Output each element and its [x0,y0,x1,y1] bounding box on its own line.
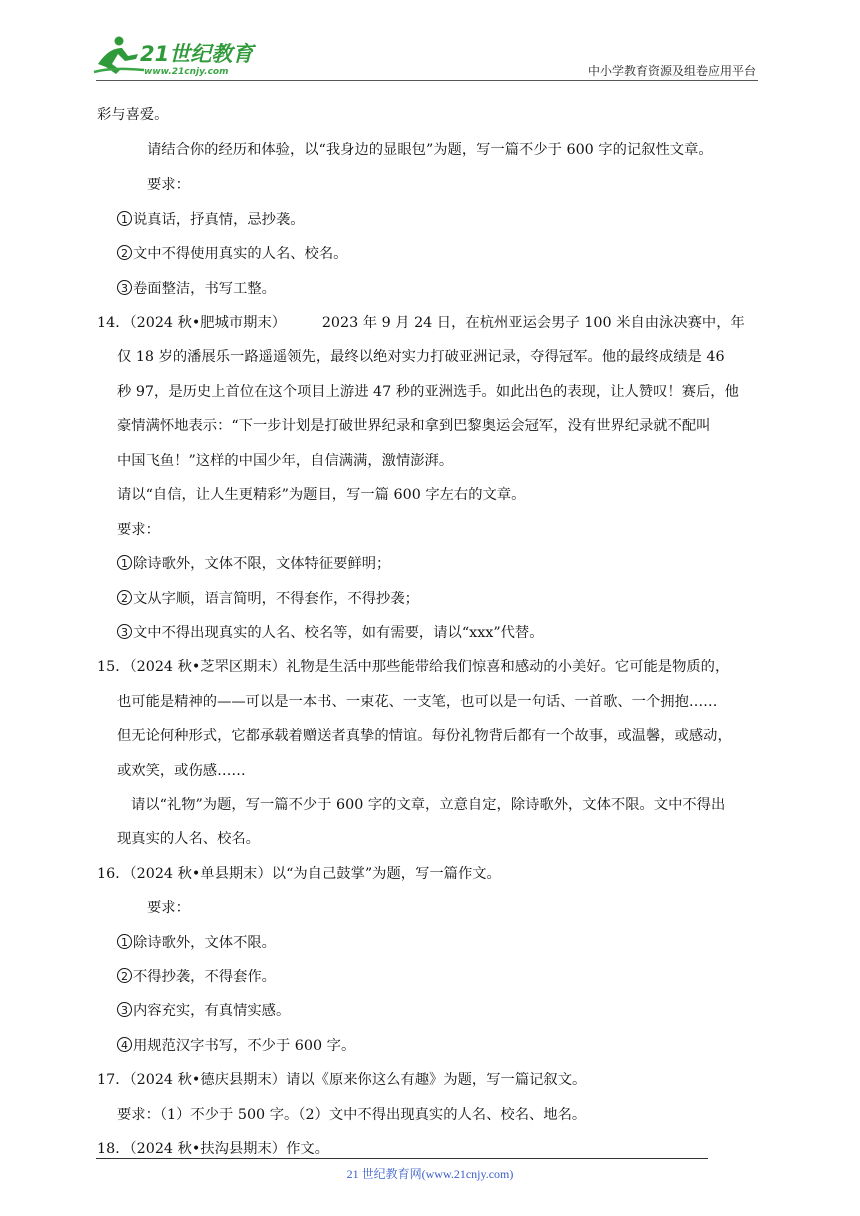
line-text: 卷面整洁，书写工整。 [133,281,276,297]
line-text: 16．（2024 秋•单县期末）以“为自己鼓掌”为题，写一篇作文。 [97,866,501,882]
line-text: 15．（2024 秋•芝罘区期末）礼物是生活中那些能带给我们惊喜和感动的小美好。它可能是物质的， [97,659,730,675]
text-line [117,967,276,987]
text-line [117,416,710,436]
text-line [117,554,390,574]
logo-icon [92,34,262,78]
line-text: 豪情满怀地表示：“下一步计划是打破世界纪录和拿到巴黎奥运会冠军，没有世界纪录就不配叫 [117,418,711,434]
line-text: 要求：（1）不少于 500 字。（2）文中不得出现真实的人名、校名、地名。 [117,1107,587,1123]
header-divider [96,80,758,81]
line-text: 请结合你的经历和体验，以“我身边的显眼包”为题，写一篇不少于 600 字的记叙性文章。 [147,142,713,158]
text-line [147,140,713,160]
line-text: 要求： [117,522,160,538]
line-text: 中国飞鱼！”这样的中国少年，自信满满，激情澎湃。 [117,453,454,469]
line-text: 除诗歌外，文体不限。 [133,935,276,951]
text-line [97,1070,586,1090]
logo-subtext: www.21cnjy.com [144,67,229,77]
text-line [147,898,190,918]
text-line [117,692,717,712]
text-line [97,313,745,333]
text-line [117,347,725,367]
text-line [97,657,729,677]
text-line [117,726,732,746]
footer-divider [96,1158,708,1159]
line-text: 要求： [147,900,190,916]
footer-text: 21 世纪教育网(www.21cnjy.com) [346,1167,514,1181]
line-text: 请以“自信，让人生更精彩”为题目，写一篇 600 字左右的文章。 [117,487,526,503]
text-line [117,485,525,505]
circled-number: 1 [117,211,132,226]
line-text: 不得抄袭，不得套作。 [133,969,276,985]
circled-number: 1 [117,555,132,570]
line-text: 仅 18 岁的潘展乐一路遥遥领先，最终以绝对实力打破亚洲记录，夺得冠军。他的最终成绩是 46 [117,349,725,365]
circled-number: 2 [117,590,132,605]
line-text: 17．（2024 秋•德庆县期末）请以《原来你这么有趣》为题，写一篇记叙文。 [97,1072,587,1088]
text-line [97,864,501,884]
text-line [131,795,725,815]
text-line [117,761,246,781]
text-line [97,105,168,125]
circled-number: 1 [117,934,132,949]
line-text: 但无论何种形式，它都承载着赠送者真挚的情谊。每份礼物背后都有一个故事，或温馨，或感动， [117,728,732,744]
circled-number: 3 [117,280,132,295]
text-line [117,829,260,849]
line-text: 内容充实，有真情实感。 [133,1003,291,1019]
line-text: 文中不得使用真实的人名、校名。 [133,246,348,262]
line-text: 用规范汉字书写，不少于 600 字。 [133,1038,356,1054]
line-text: 请以“礼物”为题，写一篇不少于 600 字的文章，立意自定，除诗歌外，文体不限。文中不得出 [131,797,726,813]
line-text: 也可能是精神的——可以是一本书、一束花、一支笔，也可以是一句话、一首歌、一个拥抱…… [117,694,718,710]
line-text: 彩与喜爱。 [97,107,169,123]
page-header [0,0,860,86]
line-text: 18．（2024 秋•扶沟县期末）作文。 [97,1141,329,1157]
logo-text: 21世纪教育 [140,42,254,66]
line-text: 要求： [147,177,190,193]
line-text: 秒 97，是历史上首位在这个项目上游进 47 秒的亚洲选手。如此出色的表现，让人赞叹！赛后，他 [117,384,739,400]
text-line [117,1036,355,1056]
line-text: 文从字顺，语言简明，不得套作，不得抄袭； [133,591,419,607]
text-line [117,623,544,643]
text-line [117,933,276,953]
text-line [117,1001,290,1021]
line-text: 文中不得出现真实的人名、校名等，如有需要，请以“xxx”代替。 [133,625,544,641]
circled-number: 3 [117,1002,132,1017]
text-line [117,451,453,471]
text-line [117,382,739,402]
line-text: 现真实的人名、校名。 [117,831,260,847]
text-line [117,210,305,230]
text-line [117,589,419,609]
line-text: 说真话，抒真情，忌抄袭。 [133,212,305,228]
text-line [147,175,190,195]
line-text: 除诗歌外，文体不限，文体特征要鲜明； [133,556,391,572]
circled-number: 2 [117,245,132,260]
header-platform-text: 中小学教育资源及组卷应用平台 [587,64,756,78]
text-line [97,1139,329,1159]
text-line [117,244,347,264]
circled-number: 3 [117,624,132,639]
text-line [117,1105,586,1125]
text-line [117,279,276,299]
line-text: 14．（2024 秋•肥城市期末） 2023 年 9 月 24 日，在杭州亚运会男子 100 米自由泳决赛中，年 [97,315,745,331]
circled-number: 4 [117,1037,132,1052]
circled-number: 2 [117,968,132,983]
line-text: 或欢笑，或伤感…… [117,763,246,779]
text-line [117,520,160,540]
